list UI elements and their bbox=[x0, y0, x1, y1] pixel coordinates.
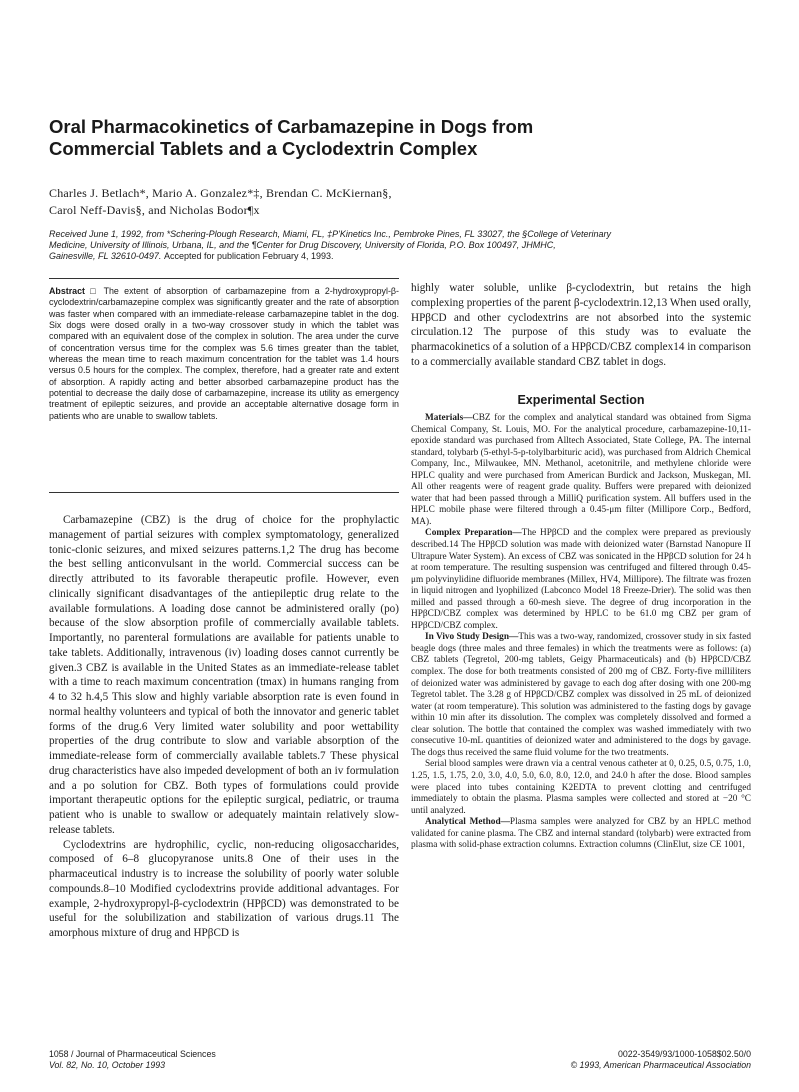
in-vivo-paragraph bbox=[411, 632, 751, 759]
received-note bbox=[49, 229, 749, 262]
complex-preparation-heading: Complex Preparation— bbox=[425, 528, 522, 539]
authors-line-2: Carol Neff-Davis§, and Nicholas Bodor¶x bbox=[49, 203, 260, 217]
analytical-method-heading: Analytical Method— bbox=[425, 817, 510, 828]
analytical-method-text: Plasma samples were analyzed for CBZ by an HPLC method validated for canine plasma. The CBZ and internal standard (tolybarb) were extracted from plasma with solid-phase extraction columns. Extraction columns (ClinElut, size CE 1001, bbox=[411, 817, 751, 851]
abstract-text: The extent of absorption of carbamazepine from a 2-hydroxypropyl-β-cyclodextrin/carbamazepine complex was significantly greater and the rate of absorption was faster when compared with an immediate-release carbamazepine tablet in the dog. Six dogs were dosed orally in a two-way crossover study in which the tablet was compared with an equivalent dose of the complex in solution. The area under the curve of concentration versus time for the complex was 5.6 times greater than the tablet, whereas the mean time to reach maximum concentration for the tablet was 1.4 hours versus 0.5 hours for the complex. The complex, therefore, had a greater rate and extent of absorption. A rapidly acting and better absorbed carbamazepine product has the potential to decrease the daily dose of carbamazepine, increase its utility as emergency treatment of epileptic seizures, and provide an acceptable alternative dosage form in patients who are unable to swallow tablets. bbox=[49, 286, 399, 421]
received-line-2: Medicine, University of Illinois, Urbana, IL, and the ¶Center for Drug Discovery, University of Florida, P.O. Box 100497, JHMHC, bbox=[49, 240, 556, 250]
footer-volume-line: Vol. 82, No. 10, October 1993 bbox=[49, 1060, 166, 1070]
footer-journal-line: 1058 / Journal of Pharmaceutical Sciences bbox=[49, 1049, 216, 1059]
footer-journal-citation bbox=[49, 1049, 399, 1071]
footer-copyright bbox=[411, 1049, 751, 1071]
intro-paragraph-1: Carbamazepine (CBZ) is the drug of choice for the prophylactic management of partial seizures with complex symptomatology, generalized tonic-clonic seizures, and mixed seizures patterns.1,2 The drug has become the best selling anticonvulsant in the world. Commercial success can be directly attributed to its favorable therapeutic profile. However, even clinically significant disadvantages of the antiepileptic drug relate to the available formulations. A loading dose cannot be administered orally (po) because of the slow absorption profile of commercially available tablets. Importantly, no parenteral formulations are available for patients unable to take tablets. Additionally, intravenous (iv) loading doses cannot currently be given.3 CBZ is available in the United States as an immediate-release tablet with a time to reach maximum concentration (tmax) in humans ranging from 4 to 32 h.4,5 This slow and highly variable absorption rate is even found in normal healthy volunteers and typical of both the innovator and generic tablet forms of the drug.6 Very limited water solubility and poor wettability properties of the drug contribute to slow and variable absorption of the immediate-release form of commercially available tablets.7 These physical drug characteristics have also impeded development of both an iv formulation and a po solution for CBZ. Both types of formulations could provide important therapeutic options for the epileptic surgical, pediatric, or trauma patient who is unable to swallow or adequately maintain relatively slow-release tablets. bbox=[49, 514, 399, 836]
received-address-end: Gainesville, FL 32610-0497. bbox=[49, 251, 162, 261]
abstract-top-rule bbox=[49, 278, 399, 279]
complex-preparation-paragraph bbox=[411, 528, 751, 632]
author-list bbox=[49, 185, 749, 219]
title-line-2: Commercial Tablets and a Cyclodextrin Complex bbox=[49, 138, 478, 159]
complex-preparation-text: The HPβCD and the complex were prepared as previously described.14 The HPβCD solution was made with deionized water (Barnstad Nanopure II Ultrapure Water System). An excess of CBZ was sonicated in the HPβCD solution for 24 h at room temperature. The resulting suspension was centrifuged and filtered through 0.45-μm polyvinylidine difluoride membranes (Millex, HV4, Millipore). The filtrate was frozen in liquid nitrogen and lyophilized (Labconco Model 18 Freeze-Drier). The solid was then milled and passed through a 60-mesh sieve. The degree of drug incorporation in the HPβCD/CBZ complex was determined by HPLC to be 61.0 mg CBZ per gram of HPβCD/CBZ complex. bbox=[411, 528, 751, 631]
accepted-date: Accepted for publication February 4, 1993. bbox=[163, 251, 334, 261]
serial-blood-paragraph: Serial blood samples were drawn via a central venous catheter at 0, 0.25, 0.5, 0.75, 1.0, 1.25, 1.5, 1.75, 2.0, 3.0, 4.0, 5.0, 6.0, 8.0, 12.0, and 24.0 h after the dose. Blood samples were placed into tubes containing K2EDTA to prevent clotting and centrifuged immediately to obtain the plasma. Plasma samples were collected and stored at −20 °C until analyzed. bbox=[411, 759, 751, 816]
authors-line-1: Charles J. Betlach*, Mario A. Gonzalez*‡, Brendan C. McKiernan§, bbox=[49, 186, 392, 200]
experimental-section-body bbox=[411, 413, 751, 852]
analytical-method-paragraph bbox=[411, 817, 751, 852]
left-column-body bbox=[49, 513, 399, 941]
in-vivo-heading: In Vivo Study Design— bbox=[425, 632, 519, 643]
materials-paragraph bbox=[411, 413, 751, 528]
abstract-bottom-rule bbox=[49, 492, 399, 493]
received-line-1: Received June 1, 1992, from *Schering-Plough Research, Miami, FL, ‡P'Kinetics Inc., Pembroke Pines, FL 33027, the §College of Veterinary bbox=[49, 229, 612, 239]
section-heading-experimental: Experimental Section bbox=[517, 393, 645, 407]
right-column-intro bbox=[411, 281, 751, 370]
footer-copyright-line: © 1993, American Pharmaceutical Association bbox=[570, 1060, 751, 1070]
intro-paragraph-3: highly water soluble, unlike β-cyclodextrin, but retains the high complexing properties of the parent β-cyclodextrin.12,13 When used orally, HPβCD and other cyclodextrins are not absorbed into the systemic circulation.12 The purpose of this study was to evaluate the pharmacokinetics of a solution of a HPβCD/CBZ complex14 in comparison to a commercially available standard CBZ tablet in dogs. bbox=[411, 282, 751, 368]
article-title bbox=[49, 116, 689, 160]
materials-text: CBZ for the complex and analytical standard was obtained from Sigma Chemical Company, St. Louis, MO. For the analytical procedure, carbamazepine-10,11-epoxide standard was purchased from Alltech Associated, State College, PA. The internal standard, tolybarb (5-ethyl-5-p-tolylbarbituric acid), was purchased from Aldrich Chemical Company, Inc., Milwaukee, MN. Methanol, acetonitrile, and methylene chloride were HPLC quality and were purchased from American Burdick and Jackson, Muskegan, MI. All other reagents were of reagent grade quality. Buffers were prepared with deionized water that had been passed through a MilliQ purification system. All buffers used in the HPLC mobile phase were filtered through a 0.45-μm filter (Millipore Corp., Bedford, MA). bbox=[411, 413, 751, 527]
in-vivo-text: This was a two-way, randomized, crossover study in six fasted beagle dogs (three males and three females) in which the treatments were as follows: (a) CBZ tablets (Tegretol, 200-mg tablets, Geigy Pharmaceuticals) and (b) HPβCD/CBZ complex. The dose for both treatments consisted of 200 mg of CBZ. Forty-five milliliters of deionized water was administered by gavage to each dog after dosing with one 200-mg Tegretol tablet. The 3.28 g of HPβCD/CBZ complex was dissolved in 25 mL of deionized water (at room temperature). This solution was administered to the fasting dogs by gavage within 10 min after its dissolution. The complex was completely dissolved and formed a clear solution. The bottle that contained the complex was washed immediately with two consecutive 10-mL quantities of deionized water and administered to the dogs by gavage. The dogs thus received the same fluid volume for the two treatments. bbox=[411, 632, 751, 758]
title-line-1: Oral Pharmacokinetics of Carbamazepine in Dogs from bbox=[49, 116, 534, 137]
abstract-label: Abstract □ bbox=[49, 286, 99, 296]
materials-heading: Materials— bbox=[425, 413, 473, 423]
footer-issn-line: 0022-3549/93/1000-1058$02.50/0 bbox=[617, 1049, 751, 1059]
intro-paragraph-2: Cyclodextrins are hydrophilic, cyclic, non-reducing oligosaccharides, composed of 6–8 glucopyranose units.8 One of their uses in the pharmaceutical industry is to increase the solubility of poorly water soluble compounds.8–10 Modified cyclodextrins provide additional advantages. For example, 2-hydroxypropyl-β-cyclodextrin (HPβCD) was demonstrated to be useful for the solubilization and stabilization of various drugs.11 The amorphous mixture of drug and HPβCD is bbox=[49, 838, 399, 939]
abstract bbox=[49, 286, 399, 422]
received-line-3 bbox=[49, 251, 749, 262]
